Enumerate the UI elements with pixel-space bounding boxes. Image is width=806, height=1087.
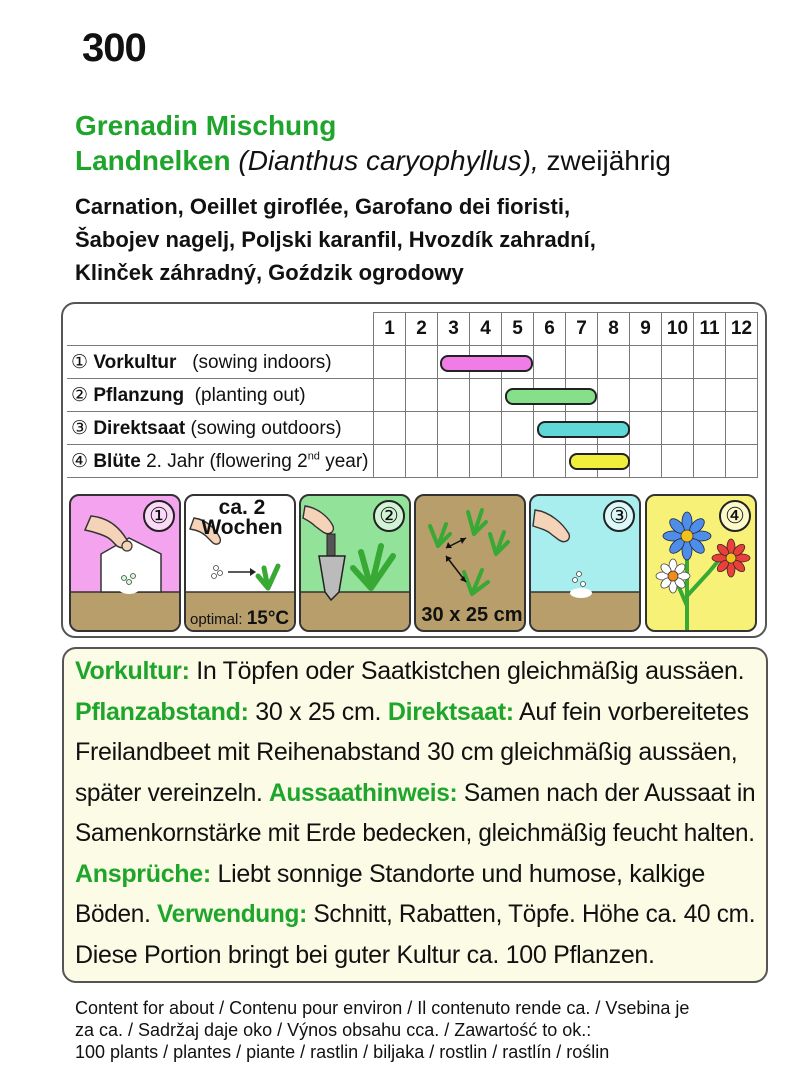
text-segment: Auf fein vorbereitetes <box>513 697 749 726</box>
content-note-line: za ca. / Sadržaj daje oko / Výnos obsahu cca. / Zawartość to ok.: <box>75 1020 592 1040</box>
tile-flowering <box>645 494 757 632</box>
species-title <box>75 145 671 177</box>
calendar-row-pflanzung: ② Pflanzung (planting out) <box>67 379 374 412</box>
text-segment: In Töpfen oder Saatkistchen gleichmäßig aussäen. <box>189 657 745 685</box>
step-number-badge: ④ <box>719 500 751 532</box>
calendar-row-direktsaat: ③ Direktsaat (sowing outdoors) <box>67 412 374 445</box>
month-label: 12 <box>726 313 758 346</box>
calendar-bar <box>569 453 629 470</box>
description-line <box>75 819 755 848</box>
germination-time: ca. 2 Wochen <box>201 496 283 539</box>
description-line <box>75 779 755 808</box>
keyword: Vorkultur: <box>75 657 190 685</box>
month-label: 6 <box>534 313 566 346</box>
variety-title: Grenadin Mischung <box>75 110 337 141</box>
calendar-bar <box>440 355 533 372</box>
text-segment: später vereinzeln. <box>75 778 270 807</box>
step-number-badge: ① <box>143 500 175 532</box>
tile-sowing-outdoors <box>529 494 641 632</box>
description-line <box>75 900 755 929</box>
description-box <box>62 647 768 983</box>
tile-plant-spacing <box>414 494 526 632</box>
keyword: Verwendung: <box>157 900 307 928</box>
text-segment: Samen nach der Aussaat in <box>457 778 756 807</box>
tile-planting-out <box>299 494 411 632</box>
calendar-row-vorkultur: ① Vorkultur (sowing indoors) <box>67 346 374 379</box>
content-note-line: Content for about / Contenu pour environ / Il contenuto rende ca. / Vsebina je <box>75 998 690 1018</box>
keyword: Pflanzabstand: <box>75 697 249 726</box>
month-label: 8 <box>598 313 630 346</box>
step-number-badge: ② <box>373 500 405 532</box>
month-label: 2 <box>406 313 438 346</box>
description-line <box>75 860 705 889</box>
optimal-temperature: optimal: 15°C <box>190 608 290 629</box>
common-name: Landnelken <box>75 145 231 176</box>
month-label: 4 <box>470 313 502 346</box>
content-note-line: 100 plants / plantes / piante / rastlin / biljaka / rostlin / rastlín / roślin <box>75 1042 610 1062</box>
alt-names-line: Carnation, Oeillet giroflée, Garofano dei fioristi, <box>75 194 571 219</box>
month-label: 3 <box>438 313 470 346</box>
text-segment: Diese Portion bringt bei guter Kultur ca. 100 Pflanzen. <box>75 940 655 969</box>
description-line <box>75 657 744 686</box>
latin-name: (Dianthus caryophyllus), <box>238 145 539 176</box>
step-number-badge: ③ <box>603 500 635 532</box>
month-label: 7 <box>566 313 598 346</box>
text-segment: 30 x 25 cm. <box>248 697 388 726</box>
lifecycle: zweijährig <box>546 145 671 176</box>
calendar-bar <box>537 421 630 438</box>
month-label: 10 <box>662 313 694 346</box>
month-label: 9 <box>630 313 662 346</box>
sowing-panel <box>61 302 767 638</box>
calendar-corner <box>67 313 374 346</box>
text-segment: Freilandbeet mit Reihenabstand 30 cm gleichmäßig aussäen, <box>75 738 738 766</box>
text-segment: Liebt sonnige Standorte und humose, kalkige <box>210 859 705 888</box>
calendar-row-bluete: ④ Blüte 2. Jahr (flowering 2nd year) <box>67 445 374 478</box>
packet-number: 300 <box>82 26 146 70</box>
month-label: 5 <box>502 313 534 346</box>
text-segment: Samenkornstärke mit Erde bedecken, gleichmäßig feucht halten. <box>75 819 755 847</box>
month-label: 1 <box>374 313 406 346</box>
alt-names-line: Klinček záhradný, Goździk ogrodowy <box>75 260 464 285</box>
calendar-bar <box>505 388 598 405</box>
keyword: Aussaathinweis: <box>269 778 458 807</box>
description-line <box>75 738 737 767</box>
sowing-calendar <box>67 312 762 490</box>
alt-names-line: Šabojev nagelj, Poljski karanfil, Hvozdík zahradní, <box>75 227 596 252</box>
tile-sowing-indoors <box>69 494 181 632</box>
spacing-label: 30 x 25 cm <box>421 604 523 626</box>
text-segment: Böden. <box>75 900 158 928</box>
text-segment: Schnitt, Rabatten, Töpfe. Höhe ca. 40 cm. <box>306 900 756 928</box>
description-line <box>75 941 655 970</box>
description-line <box>75 698 749 727</box>
keyword: Ansprüche: <box>75 859 211 888</box>
tile-germination <box>184 494 296 632</box>
month-label: 11 <box>694 313 726 346</box>
keyword: Direktsaat: <box>387 697 514 726</box>
